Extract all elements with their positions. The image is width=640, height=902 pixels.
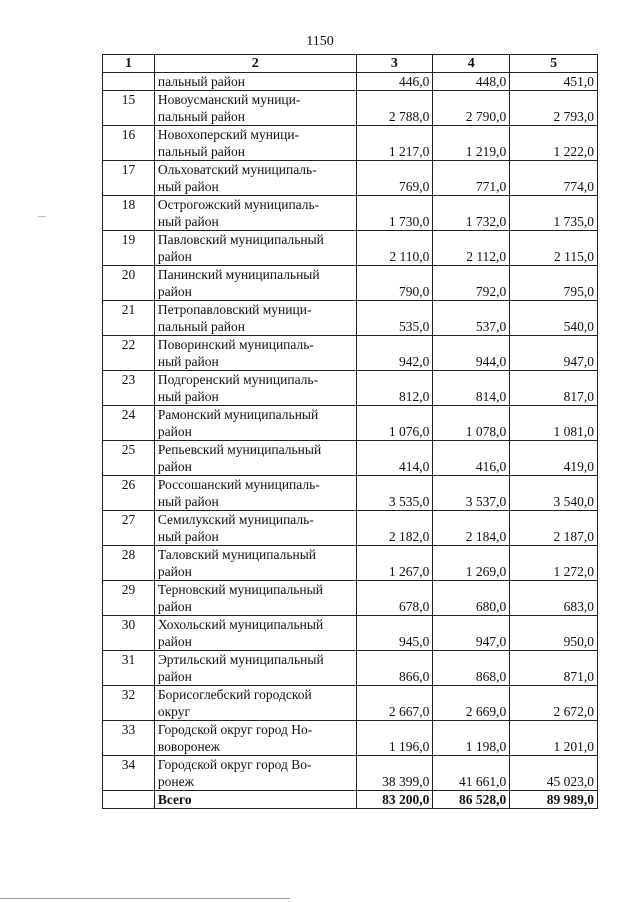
municipality-name-cell: Таловский муниципальный район (154, 546, 356, 581)
value-3-cell: 1 217,0 (356, 126, 433, 161)
row-number-cell: 16 (103, 126, 155, 161)
total-value-5: 89 989,0 (510, 791, 598, 809)
value-3-cell: 414,0 (356, 441, 433, 476)
table-row (103, 73, 598, 91)
value-3-cell: 1 730,0 (356, 196, 433, 231)
row-number-cell: 34 (103, 756, 155, 791)
municipality-name-cell: Новохоперский муници- пальный район (154, 126, 356, 161)
value-3-cell: 535,0 (356, 301, 433, 336)
row-number-cell: 22 (103, 336, 155, 371)
municipality-name-cell: Семилукский муниципаль- ный район (154, 511, 356, 546)
row-number-cell: 33 (103, 721, 155, 756)
header-row (103, 55, 598, 73)
value-5-cell: 950,0 (510, 616, 598, 651)
page-number: 1150 (306, 34, 334, 49)
row-number-cell: 25 (103, 441, 155, 476)
value-5-cell: 2 115,0 (510, 231, 598, 266)
value-3-cell: 1 267,0 (356, 546, 433, 581)
value-3-cell: 945,0 (356, 616, 433, 651)
value-4-cell: 448,0 (433, 73, 510, 91)
value-4-cell: 2 669,0 (433, 686, 510, 721)
table-row (103, 196, 598, 231)
value-4-cell: 814,0 (433, 371, 510, 406)
municipality-name-cell: Панинский муниципальный район (154, 266, 356, 301)
row-number-cell: 17 (103, 161, 155, 196)
value-4-cell: 1 732,0 (433, 196, 510, 231)
table-row (103, 686, 598, 721)
table-row (103, 266, 598, 301)
column-header-4: 4 (433, 55, 510, 73)
value-4-cell: 1 078,0 (433, 406, 510, 441)
value-3-cell: 942,0 (356, 336, 433, 371)
value-4-cell: 416,0 (433, 441, 510, 476)
column-header-1: 1 (103, 55, 155, 73)
row-number-cell: 29 (103, 581, 155, 616)
value-5-cell: 774,0 (510, 161, 598, 196)
value-3-cell: 678,0 (356, 581, 433, 616)
value-5-cell: 817,0 (510, 371, 598, 406)
column-header-5: 5 (510, 55, 598, 73)
table-row (103, 91, 598, 126)
value-4-cell: 41 661,0 (433, 756, 510, 791)
column-header-3: 3 (356, 55, 433, 73)
value-5-cell: 451,0 (510, 73, 598, 91)
table-row (103, 301, 598, 336)
value-5-cell: 2 187,0 (510, 511, 598, 546)
row-number-cell: 21 (103, 301, 155, 336)
value-4-cell: 2 112,0 (433, 231, 510, 266)
value-3-cell: 3 535,0 (356, 476, 433, 511)
value-3-cell: 2 110,0 (356, 231, 433, 266)
municipality-name-cell: Хохольский муниципальный район (154, 616, 356, 651)
table-header (103, 55, 598, 73)
value-4-cell: 2 790,0 (433, 91, 510, 126)
row-number-cell: 20 (103, 266, 155, 301)
value-4-cell: 1 198,0 (433, 721, 510, 756)
value-4-cell: 944,0 (433, 336, 510, 371)
value-4-cell: 1 269,0 (433, 546, 510, 581)
value-4-cell: 1 219,0 (433, 126, 510, 161)
value-3-cell: 2 667,0 (356, 686, 433, 721)
value-4-cell: 947,0 (433, 616, 510, 651)
value-4-cell: 2 184,0 (433, 511, 510, 546)
municipality-name-cell: Рамонский муниципальный район (154, 406, 356, 441)
table-row (103, 616, 598, 651)
value-5-cell: 871,0 (510, 651, 598, 686)
value-5-cell: 3 540,0 (510, 476, 598, 511)
value-3-cell: 1 076,0 (356, 406, 433, 441)
table-row (103, 126, 598, 161)
table-row (103, 336, 598, 371)
value-5-cell: 540,0 (510, 301, 598, 336)
value-5-cell: 2 793,0 (510, 91, 598, 126)
value-4-cell: 771,0 (433, 161, 510, 196)
value-5-cell: 947,0 (510, 336, 598, 371)
municipality-name-cell: Поворинский муниципаль- ный район (154, 336, 356, 371)
table-row (103, 161, 598, 196)
value-3-cell: 2 182,0 (356, 511, 433, 546)
table-row (103, 651, 598, 686)
value-5-cell: 683,0 (510, 581, 598, 616)
value-3-cell: 790,0 (356, 266, 433, 301)
table-row (103, 546, 598, 581)
row-number-cell (103, 73, 155, 91)
table-row (103, 476, 598, 511)
footer-rule (0, 898, 290, 899)
value-5-cell: 1 735,0 (510, 196, 598, 231)
row-number-cell: 18 (103, 196, 155, 231)
table-row (103, 231, 598, 266)
value-5-cell: 2 672,0 (510, 686, 598, 721)
municipality-name-cell: Борисоглебский городской округ (154, 686, 356, 721)
table-footer (103, 791, 598, 809)
municipality-name-cell: Городской округ город Но- воворонеж (154, 721, 356, 756)
value-5-cell: 1 272,0 (510, 546, 598, 581)
total-row (103, 791, 598, 809)
municipality-name-cell: Петропавловский муници- пальный район (154, 301, 356, 336)
municipality-name-cell: Новоусманский муници- пальный район (154, 91, 356, 126)
municipality-name-cell: Репьевский муниципальный район (154, 441, 356, 476)
total-number-cell (103, 791, 155, 809)
value-3-cell: 38 399,0 (356, 756, 433, 791)
row-number-cell: 26 (103, 476, 155, 511)
value-4-cell: 3 537,0 (433, 476, 510, 511)
table-row (103, 721, 598, 756)
value-5-cell: 45 023,0 (510, 756, 598, 791)
row-number-cell: 15 (103, 91, 155, 126)
row-number-cell: 30 (103, 616, 155, 651)
table-row (103, 371, 598, 406)
table-body (103, 73, 598, 791)
scan-mark (38, 216, 46, 217)
row-number-cell: 28 (103, 546, 155, 581)
value-4-cell: 792,0 (433, 266, 510, 301)
table-row (103, 756, 598, 791)
value-5-cell: 795,0 (510, 266, 598, 301)
municipality-name-cell: Ольховатский муниципаль- ный район (154, 161, 356, 196)
value-3-cell: 769,0 (356, 161, 433, 196)
value-5-cell: 1 081,0 (510, 406, 598, 441)
value-3-cell: 812,0 (356, 371, 433, 406)
municipality-name-cell: Острогожский муниципаль- ный район (154, 196, 356, 231)
municipality-name-cell: Подгоренский муниципаль- ный район (154, 371, 356, 406)
table-row (103, 441, 598, 476)
row-number-cell: 32 (103, 686, 155, 721)
value-5-cell: 1 222,0 (510, 126, 598, 161)
row-number-cell: 24 (103, 406, 155, 441)
table-row (103, 406, 598, 441)
value-3-cell: 866,0 (356, 651, 433, 686)
value-4-cell: 680,0 (433, 581, 510, 616)
value-3-cell: 446,0 (356, 73, 433, 91)
row-number-cell: 23 (103, 371, 155, 406)
total-label: Всего (154, 791, 356, 809)
total-value-4: 86 528,0 (433, 791, 510, 809)
allocation-table (102, 54, 598, 809)
municipality-name-cell: пальный район (154, 73, 356, 91)
column-header-2: 2 (154, 55, 356, 73)
table-row (103, 581, 598, 616)
row-number-cell: 31 (103, 651, 155, 686)
total-value-3: 83 200,0 (356, 791, 433, 809)
municipality-name-cell: Павловский муниципальный район (154, 231, 356, 266)
value-3-cell: 2 788,0 (356, 91, 433, 126)
value-4-cell: 537,0 (433, 301, 510, 336)
municipality-name-cell: Россошанский муниципаль- ный район (154, 476, 356, 511)
value-5-cell: 1 201,0 (510, 721, 598, 756)
row-number-cell: 19 (103, 231, 155, 266)
municipality-name-cell: Терновский муниципальный район (154, 581, 356, 616)
municipality-name-cell: Эртильский муниципальный район (154, 651, 356, 686)
value-3-cell: 1 196,0 (356, 721, 433, 756)
value-4-cell: 868,0 (433, 651, 510, 686)
table-row (103, 511, 598, 546)
row-number-cell: 27 (103, 511, 155, 546)
value-5-cell: 419,0 (510, 441, 598, 476)
municipality-name-cell: Городской округ город Во- ронеж (154, 756, 356, 791)
